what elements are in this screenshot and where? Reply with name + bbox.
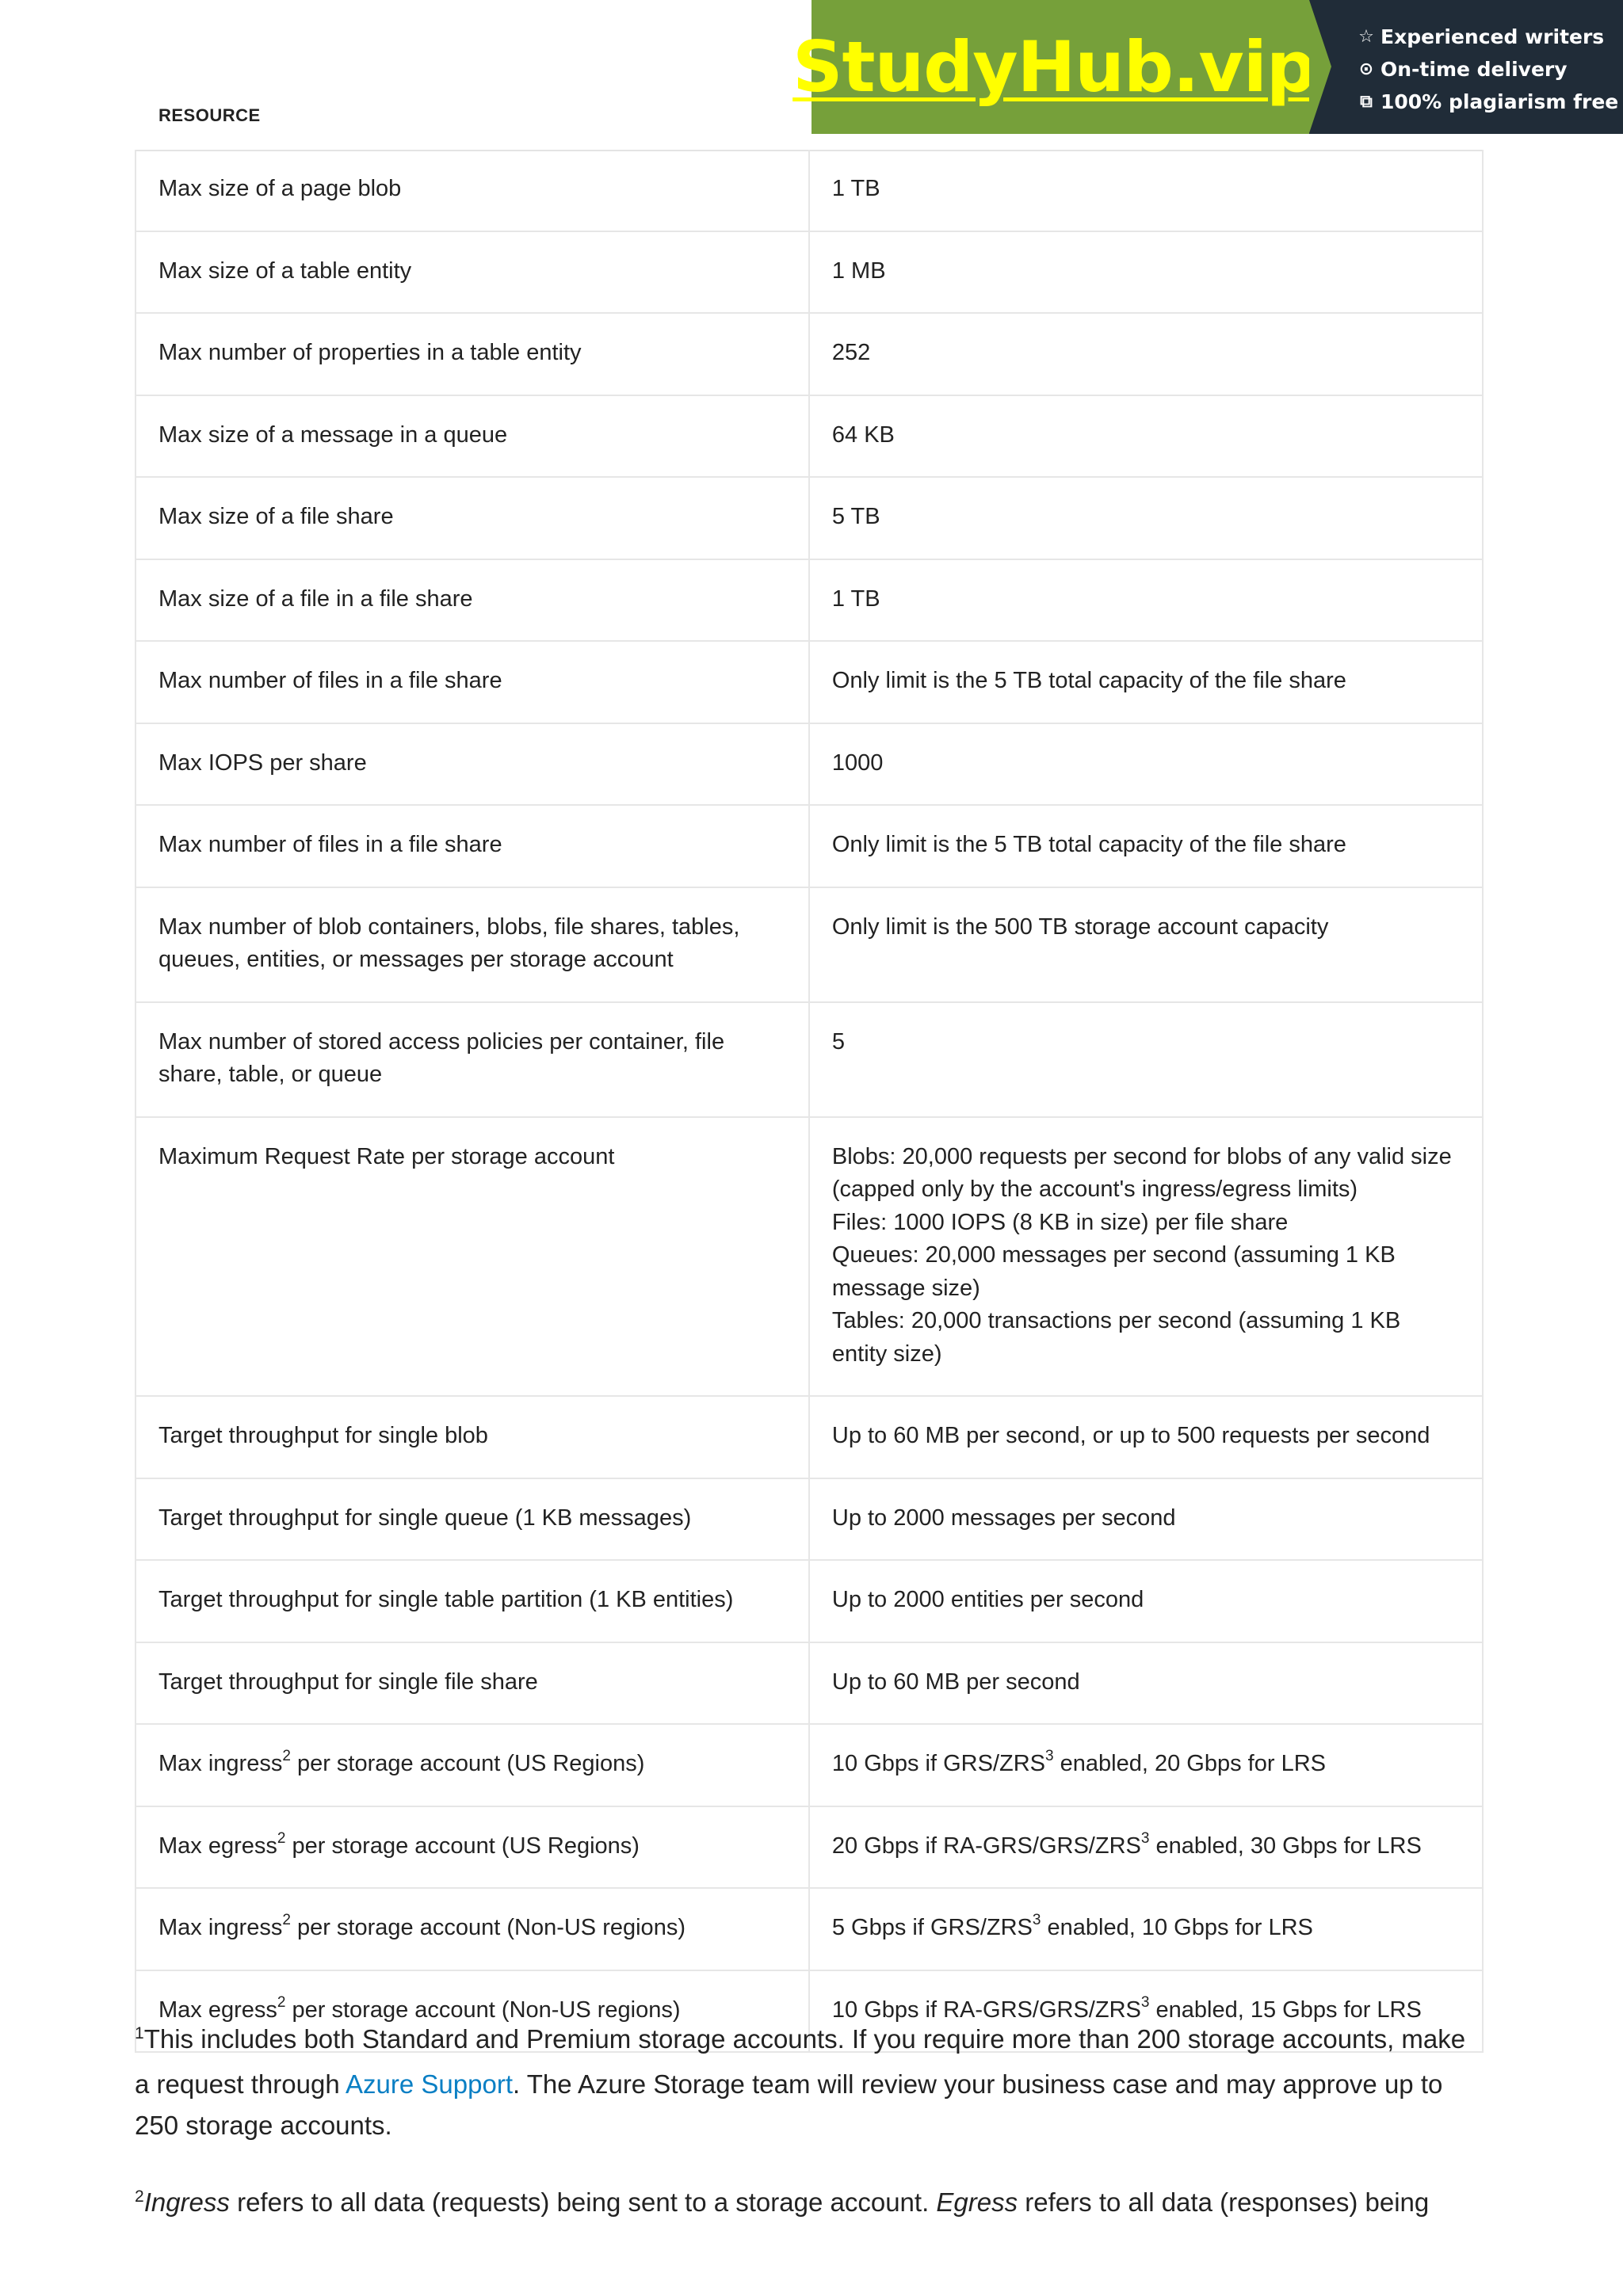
target-cell <box>809 1117 1483 1397</box>
footnote-2 <box>135 2182 1482 2227</box>
feature-experienced-writers <box>1357 21 1623 53</box>
target-cell: Up to 60 MB per second, or up to 500 requests per second <box>809 1396 1483 1478</box>
target-text: enabled, 15 Gbps for LRS <box>1149 1997 1422 2023</box>
clock-icon: ⊙ <box>1358 59 1374 79</box>
resource-text: per storage account (US Regions) <box>290 1751 645 1776</box>
table-row <box>136 887 1483 1002</box>
table-row <box>136 559 1483 642</box>
resource-cell: Maximum Request Rate per storage account <box>136 1117 809 1397</box>
resource-cell: Max number of files in a file share <box>136 641 809 723</box>
resource-cell <box>136 1724 809 1806</box>
target-cell: 1000 <box>809 723 1483 806</box>
table-row <box>136 1724 1483 1806</box>
target-line: Blobs: 20,000 requests per second for blobs of any valid size (capped only by the account's ingress/egress limits) <box>831 1143 1452 1202</box>
table-row <box>136 1560 1483 1642</box>
footnote-ref: 2 <box>277 1993 286 2011</box>
target-text: enabled, 10 Gbps for LRS <box>1041 1915 1313 1940</box>
table-row <box>136 805 1483 887</box>
table-row <box>136 231 1483 314</box>
target-cell: 64 KB <box>809 395 1483 478</box>
target-cell: 1 TB <box>809 150 1483 231</box>
target-cell: Only limit is the 500 TB storage account capacity <box>809 887 1483 1002</box>
resource-cell: Target throughput for single file share <box>136 1642 809 1725</box>
resource-cell: Max size of a page blob <box>136 150 809 231</box>
table-row <box>136 313 1483 395</box>
resource-cell <box>136 1806 809 1889</box>
footnote-ref: 2 <box>282 1912 291 1929</box>
footnote-text: refers to all data (responses) being <box>1018 2187 1430 2217</box>
footnote-number: 2 <box>135 2187 144 2206</box>
resource-cell: Max number of stored access policies per container, file share, table, or queue <box>136 1002 809 1117</box>
table-row <box>136 395 1483 478</box>
target-text: enabled, 30 Gbps for LRS <box>1149 1833 1422 1859</box>
target-text: 20 Gbps if RA-GRS/GRS/ZRS <box>831 1833 1141 1859</box>
table-row <box>136 1396 1483 1478</box>
feature-label: On-time delivery <box>1381 58 1568 81</box>
table-row <box>136 1642 1483 1725</box>
resource-cell: Max size of a table entity <box>136 231 809 314</box>
target-cell <box>809 1724 1483 1806</box>
target-cell: 5 TB <box>809 477 1483 559</box>
footnote-term-egress: Egress <box>936 2187 1018 2217</box>
target-cell: Only limit is the 5 TB total capacity of the file share <box>809 805 1483 887</box>
resource-cell: Target throughput for single table partition (1 KB entities) <box>136 1560 809 1642</box>
target-line: Tables: 20,000 transactions per second (assuming 1 KB entity size) <box>831 1308 1401 1367</box>
target-text: 5 Gbps if GRS/ZRS <box>831 1915 1033 1940</box>
footnote-ref: 2 <box>277 1829 286 1847</box>
footnote-number: 1 <box>135 2024 144 2042</box>
table-header-row <box>135 75 1484 151</box>
resource-cell <box>136 1888 809 1970</box>
footnote-text: This includes both Standard and Premium storage accounts. If you require more than 200 storage accounts, make a request through <box>135 2024 1466 2099</box>
footnote-ref: 3 <box>1032 1912 1041 1929</box>
azure-support-link[interactable]: Azure Support <box>346 2069 513 2099</box>
table-row <box>136 723 1483 806</box>
resource-cell: Max size of a file in a file share <box>136 559 809 642</box>
table-row <box>136 1478 1483 1561</box>
target-line: Files: 1000 IOPS (8 KB in size) per file share <box>831 1209 1289 1235</box>
target-cell: Up to 2000 messages per second <box>809 1478 1483 1561</box>
target-text: 10 Gbps if RA-GRS/GRS/ZRS <box>831 1997 1141 2023</box>
resource-cell: Max number of blob containers, blobs, file shares, tables, queues, entities, or messages per storage account <box>136 887 809 1002</box>
brand-name: StudyHub.vip <box>792 26 1316 108</box>
resource-text: per storage account (Non-US regions) <box>285 1997 681 2023</box>
table-row <box>136 477 1483 559</box>
resource-text: Max egress <box>158 1997 277 2023</box>
feature-label: 100% plagiarism free <box>1381 90 1619 113</box>
target-cell: Only limit is the 5 TB total capacity of the file share <box>809 641 1483 723</box>
table-row <box>136 1002 1483 1117</box>
footnote-term-ingress: Ingress <box>143 2187 230 2217</box>
star-icon: ☆ <box>1358 27 1374 47</box>
resource-text: Max ingress <box>158 1751 283 1776</box>
target-text: enabled, 20 Gbps for LRS <box>1053 1751 1326 1776</box>
resource-text: per storage account (US Regions) <box>285 1833 640 1859</box>
table-row <box>136 1806 1483 1889</box>
footnote-1 <box>135 2019 1482 2146</box>
copy-icon: ⧉ <box>1360 92 1373 112</box>
footnote-text: . The Azure Storage team will review your business case and may approve up to 250 storage accounts. <box>135 2069 1443 2140</box>
resource-cell: Target throughput for single queue (1 KB messages) <box>136 1478 809 1561</box>
table-row <box>136 1888 1483 1970</box>
resource-cell: Max number of properties in a table entity <box>136 313 809 395</box>
table-row <box>136 641 1483 723</box>
resource-cell: Max number of files in a file share <box>136 805 809 887</box>
target-cell: 5 <box>809 1002 1483 1117</box>
target-cell <box>809 1806 1483 1889</box>
target-cell: Up to 60 MB per second <box>809 1642 1483 1725</box>
resource-cell: Max size of a file share <box>136 477 809 559</box>
target-cell: 1 TB <box>809 559 1483 642</box>
resource-cell: Max size of a message in a queue <box>136 395 809 478</box>
storage-limits-table <box>135 150 1484 2053</box>
target-cell <box>809 1888 1483 1970</box>
resource-text: Max ingress <box>158 1915 283 1940</box>
target-line: Queues: 20,000 messages per second (assuming 1 KB message size) <box>831 1242 1396 1301</box>
table-row <box>136 150 1483 231</box>
target-cell: Up to 2000 entities per second <box>809 1560 1483 1642</box>
footnote-ref: 3 <box>1140 1993 1150 2011</box>
feature-label: Experienced writers <box>1381 25 1605 48</box>
resource-text: Max egress <box>158 1833 277 1859</box>
footnote-text: refers to all data (requests) being sent to a storage account. <box>229 2187 937 2217</box>
resource-text: per storage account (Non-US regions) <box>290 1915 685 1940</box>
footnote-ref: 3 <box>1045 1748 1054 1765</box>
column-header-resource: RESOURCE <box>158 105 261 125</box>
footnote-ref: 3 <box>1140 1829 1150 1847</box>
footnote-ref: 2 <box>282 1748 291 1765</box>
target-cell: 1 MB <box>809 231 1483 314</box>
target-cell: 252 <box>809 313 1483 395</box>
resource-cell: Target throughput for single blob <box>136 1396 809 1478</box>
resource-cell: Max IOPS per share <box>136 723 809 806</box>
table-row <box>136 1117 1483 1397</box>
target-text: 10 Gbps if GRS/ZRS <box>831 1751 1046 1776</box>
